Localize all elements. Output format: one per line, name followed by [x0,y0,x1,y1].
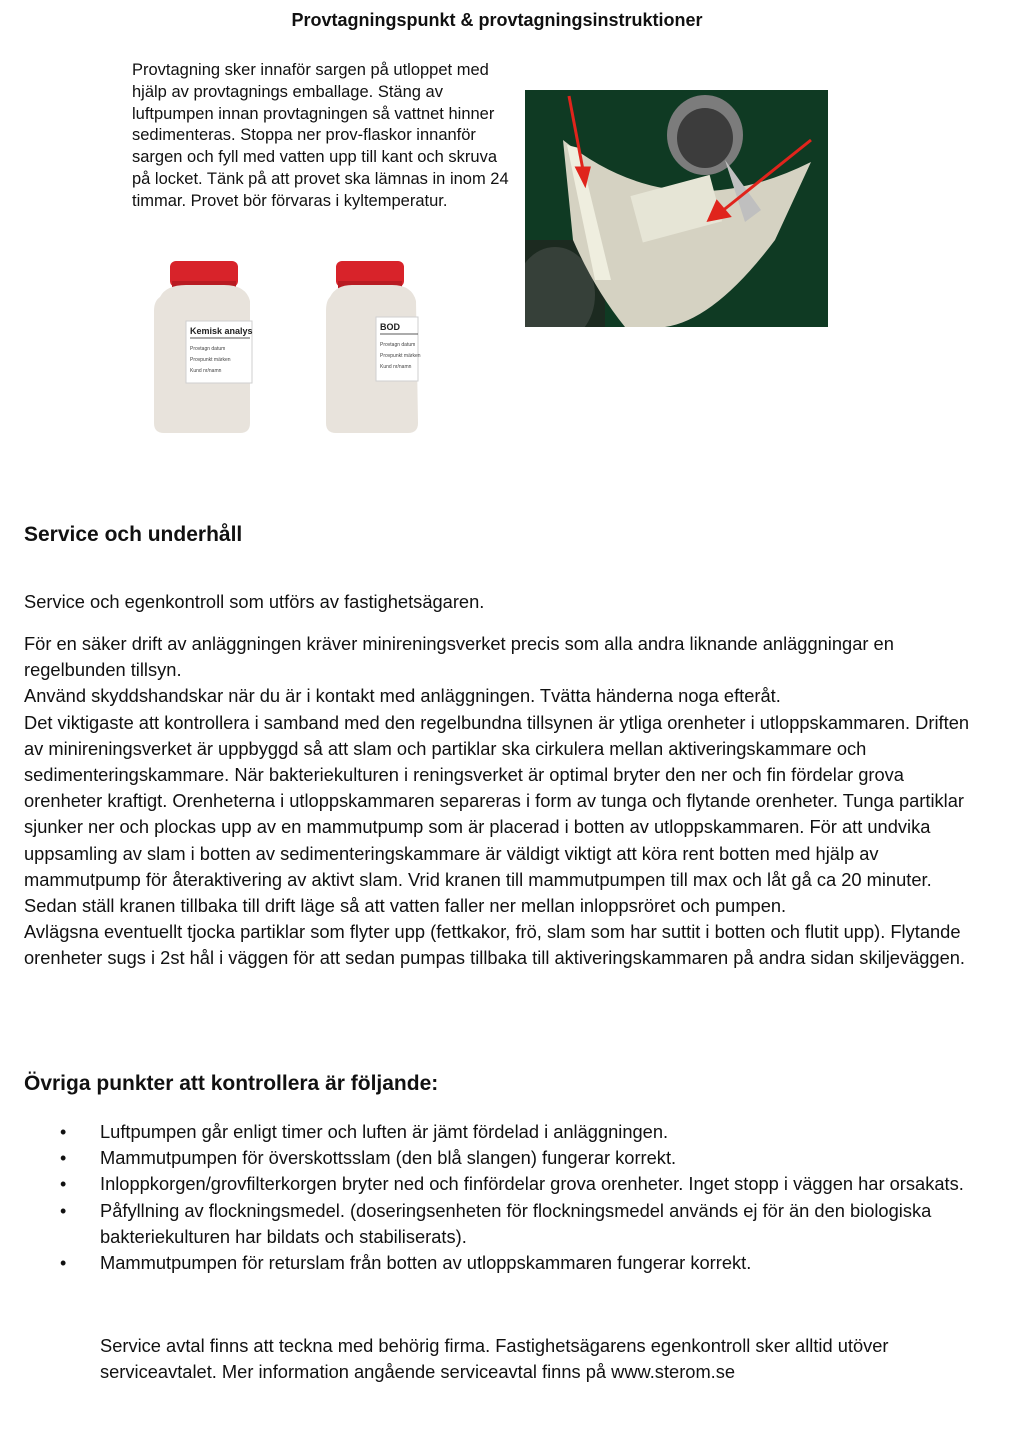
list-item: • Mammutpumpen för överskottsslam (den blå slangen) fungerar korrekt. [0,1145,980,1171]
service-heading: Service och underhåll [24,523,243,546]
page-title: Provtagningspunkt & provtagningsinstruktioner [291,10,703,30]
closing-note: Service avtal finns att teckna med behörig firma. Fastighetsägarens egenkontroll sker alltid utöver serviceavtalet. Mer information angående serviceavtal finns på www.sterom.se [100,1335,889,1383]
list-item: • Mammutpumpen för returslam från botten av utloppskammaren fungerar korrekt. [0,1250,980,1276]
bullet-icon: • [60,1200,67,1221]
bullet-icon: • [60,1174,67,1195]
checks-list [0,1119,1000,1276]
bullet-icon: • [60,1122,67,1142]
sampling-instructions: Provtagning sker innaför sargen på utloppet med hjälp av provtagnings emballage. Stäng av luftpumpen innan provtagningen så vattnet hinner sedimenteras. Stoppa ner prov-flaskor innanför sargen och fyll med vatten upp till kant och skruva på locket. Tänk på att provet ska lämnas in inom 24 timmar. Provet bör förvaras i kyltemperatur. [132,61,509,210]
list-item: • Luftpumpen går enligt timer och luften är jämt fördelad i anläggningen. [0,1119,980,1145]
bottle-label-title: Kemisk analys [190,326,253,336]
svg-text:Provpunkt märken: Provpunkt märken [190,357,231,363]
svg-text:Kund nr/namn: Kund nr/namn [190,368,222,374]
bullet-icon: • [60,1253,67,1274]
bullet-icon: • [60,1148,67,1169]
svg-text:Provtagn datum: Provtagn datum [380,342,416,348]
chemical-sample-bottle [154,261,253,433]
list-item: • Inloppkorgen/grovfilterkorgen bryter ned och finfördelar grova orenheter. Inget stopp i väggen har orsakats. [0,1171,980,1197]
bottle-label-title: BOD [380,322,400,332]
list-item: • Påfyllning av flockningsmedel. (doseringsenheten för flockningsmedel används ej för än den biologiska bakteriekulturen har bildats och stabiliserats). [60,1199,932,1247]
svg-text:Kund nr/namn: Kund nr/namn [380,364,412,370]
svg-text:Provtagn datum: Provtagn datum [190,346,226,352]
service-body: För en säker drift av anläggningen kräver minireningsverket precis som alla andra liknande anläggningar en regelbunden tillsyn. Använd skyddshandskar när du är i kontakt med anläggningen. Tvätta händerna noga efteråt. Det viktigaste att kontrollera i samband med den regelbundna tillsynen är ytliga orenheter i utloppskammaren. Driften av minireningsverket är uppbyggd så att slam och partiklar ska cirkulera mellan aktiveringskammare och sedimenteringskammare. När bakteriekulturen i reningsverket är optimal bryter den ner och fin fördelar grova orenheter kraftigt. Orenheterna i utloppskammaren separeras i form av tunga och flytande orenheter. Tunga partiklar sjunker ner och plockas upp av en mammutpump som är placerad i botten av utloppskammaren. För att undvika uppsamling av slam i botten av sedimenteringskammare är väldigt viktigt att köra rent botten med hjälp av mammutpump för återaktivering av aktivt slam. Vrid kranen till mammutpumpen till max och låt gå ca 20 minuter. Sedan ställ kranen tillbaka till drift läge så att vatten faller ner mellan inloppsröret och pumpen. Avlägsna eventuellt tjocka partiklar som flyter upp (fettkakor, frö, slam som har suttit i botten och flutit upp). Flytande orenheter sugs i 2st hål i väggen för att sedan pumpas tillbaka till aktiveringskammaren på andra sidan skiljeväggen. [24,633,970,969]
checks-heading: Övriga punkter att kontrollera är följande: [24,1072,439,1095]
sampling-point-photo [525,90,828,327]
service-intro: Service och egenkontroll som utförs av fastighetsägaren. [24,591,485,612]
bod-sample-bottle [326,261,421,433]
svg-text:Provpunkt märken: Provpunkt märken [380,353,421,359]
sample-bottles-image [146,255,428,435]
